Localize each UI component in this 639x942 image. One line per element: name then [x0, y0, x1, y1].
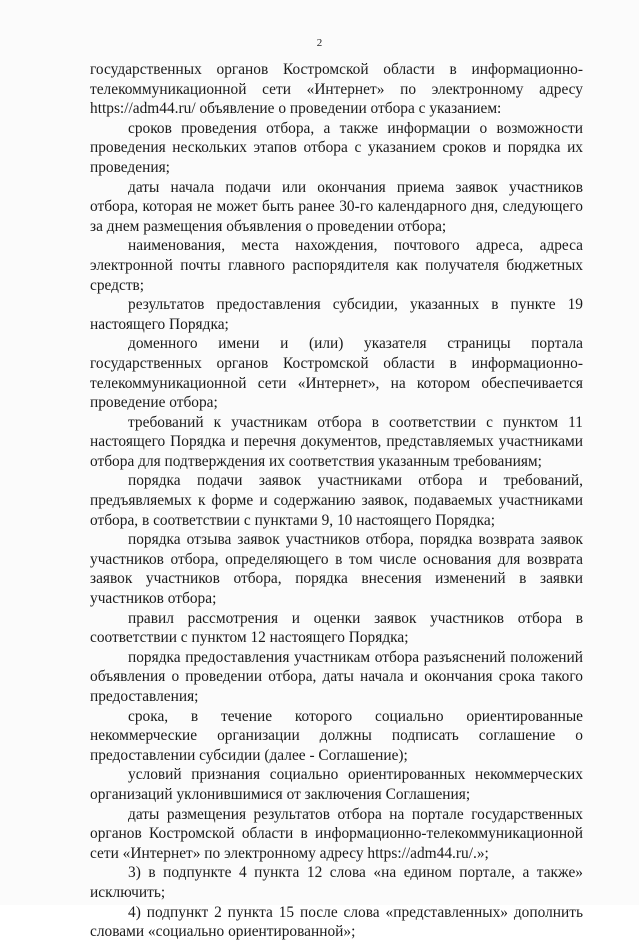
paragraph: 4) подпункт 2 пункта 15 после слова «представленных» дополнить словами «социально ориентированной»;	[90, 903, 583, 941]
paragraph: государственных органов Костромской области в информационно-телекоммуникационной сети «Интернет» по электронному адресу https://adm44.ru/ объявление о проведении отбора с указанием:	[90, 61, 583, 118]
paragraph: срока, в течение которого социально ориентированные некоммерческие организации должны подписать соглашение о предоставлении субсидии (далее - Соглашение);	[90, 707, 583, 764]
paragraph: порядка подачи заявок участниками отбора и требований, предъявляемых к форме и содержанию заявок, подаваемых участниками отбора, в соответствии с пунктами 9, 10 настоящего Порядка;	[90, 472, 583, 529]
paragraph: порядка предоставления участникам отбора разъяснений положений объявления о проведении отбора, даты начала и окончания срока такого предоставления;	[90, 648, 583, 705]
paragraph: 3) в подпункте 4 пункта 12 слова «на едином портале, а также» исключить;	[90, 864, 583, 901]
page-number: 2	[316, 37, 323, 49]
paragraph: результатов предоставления субсидии, указанных в пункте 19 настоящего Порядка;	[90, 296, 583, 333]
paragraph: даты начала подачи или окончания приема заявок участников отбора, которая не может быть ранее 30-го календарного дня, следующего за днем размещения объявления о проведении отбора;	[90, 178, 583, 235]
paragraph: доменного имени и (или) указателя страницы портала государственных органов Костромской области в информационно-телекоммуникационной сети «Интернет», на котором обеспечивается проведение отбора;	[90, 335, 583, 412]
paragraph: требований к участникам отбора в соответствии с пунктом 11 настоящего Порядка и перечня документов, представляемых участниками отбора для подтверждения их соответствия указанным требованиям;	[90, 413, 583, 470]
paragraph: порядка отзыва заявок участников отбора, порядка возврата заявок участников отбора, определяющего в том числе основания для возврата заявок участников отбора, порядка внесения изменений в заявки участников отбора;	[90, 531, 583, 608]
paragraph: правил рассмотрения и оценки заявок участников отбора в соответствии с пунктом 12 настоящего Порядка;	[90, 609, 583, 647]
paragraph: наименования, места нахождения, почтового адреса, адреса электронной почты главного распорядителя как получателя бюджетных средств;	[90, 237, 583, 294]
paragraph: даты размещения результатов отбора на портале государственных органов Костромской области в информационно-телекоммуникационной сети «Интернет» по электронному адресу https://adm44.ru/.»;	[90, 805, 583, 862]
paragraph: сроков проведения отбора, а также информации о возможности проведения нескольких этапов отбора с указанием сроков и порядка их проведения;	[90, 119, 583, 176]
paragraph: условий признания социально ориентированных некоммерческих организаций уклонившимися от заключения Соглашения;	[90, 766, 583, 803]
document-body	[90, 60, 583, 942]
